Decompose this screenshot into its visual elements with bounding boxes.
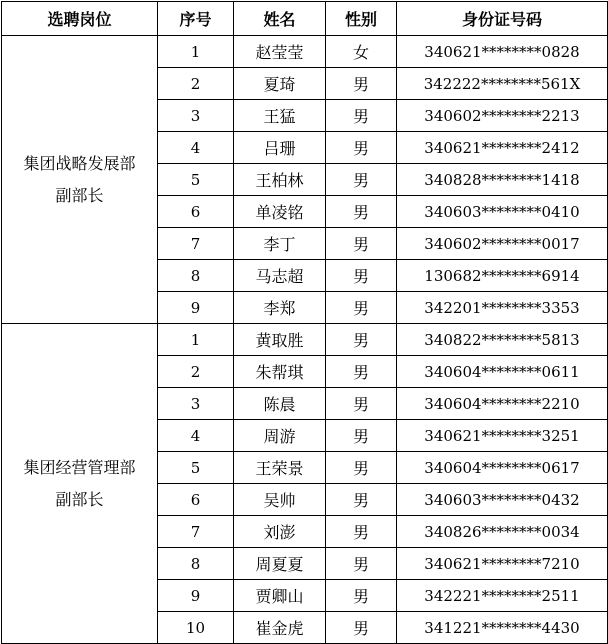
table-row — [2, 36, 608, 68]
name-cell: 赵莹莹 — [234, 36, 326, 68]
id-number-cell: 342201********3353 — [397, 292, 608, 324]
gender-cell: 男 — [326, 388, 397, 420]
row-number-cell: 9 — [158, 292, 234, 324]
gender-cell: 男 — [326, 356, 397, 388]
id-number-cell: 340604********0617 — [397, 452, 608, 484]
name-cell: 李丁 — [234, 228, 326, 260]
id-number-cell: 340828********1418 — [397, 164, 608, 196]
id-number-cell: 340621********3251 — [397, 420, 608, 452]
name-cell: 吕珊 — [234, 132, 326, 164]
name-cell: 朱帮琪 — [234, 356, 326, 388]
name-cell: 周夏夏 — [234, 548, 326, 580]
row-number-cell: 3 — [158, 388, 234, 420]
row-number-cell: 9 — [158, 580, 234, 612]
name-cell: 吴帅 — [234, 484, 326, 516]
id-number-cell: 340602********2213 — [397, 100, 608, 132]
gender-cell: 男 — [326, 196, 397, 228]
id-number-cell: 340621********0828 — [397, 36, 608, 68]
name-cell: 贾卿山 — [234, 580, 326, 612]
row-number-cell: 4 — [158, 420, 234, 452]
name-cell: 单凌铭 — [234, 196, 326, 228]
id-number-cell: 340621********7210 — [397, 548, 608, 580]
name-cell: 王荣景 — [234, 452, 326, 484]
row-number-cell: 8 — [158, 260, 234, 292]
row-number-cell: 3 — [158, 100, 234, 132]
id-number-cell: 130682********6914 — [397, 260, 608, 292]
gender-cell: 男 — [326, 484, 397, 516]
id-number-cell: 340604********0611 — [397, 356, 608, 388]
gender-cell: 男 — [326, 516, 397, 548]
header-id-number: 身份证号码 — [397, 2, 608, 36]
row-number-cell: 6 — [158, 484, 234, 516]
name-cell: 周游 — [234, 420, 326, 452]
gender-cell: 男 — [326, 228, 397, 260]
id-number-cell: 340621********2412 — [397, 132, 608, 164]
gender-cell: 男 — [326, 292, 397, 324]
header-number: 序号 — [158, 2, 234, 36]
name-cell: 王柏林 — [234, 164, 326, 196]
header-gender: 性别 — [326, 2, 397, 36]
row-number-cell: 5 — [158, 452, 234, 484]
name-cell: 夏琦 — [234, 68, 326, 100]
id-number-cell: 340822********5813 — [397, 324, 608, 356]
gender-cell: 男 — [326, 100, 397, 132]
row-number-cell: 2 — [158, 68, 234, 100]
row-number-cell: 6 — [158, 196, 234, 228]
candidate-table — [1, 1, 608, 644]
row-number-cell: 1 — [158, 36, 234, 68]
gender-cell: 男 — [326, 324, 397, 356]
id-number-cell: 342222********561X — [397, 68, 608, 100]
position-cell: 集团战略发展部 副部长 — [2, 36, 158, 324]
gender-cell: 男 — [326, 68, 397, 100]
row-number-cell: 7 — [158, 516, 234, 548]
row-number-cell: 5 — [158, 164, 234, 196]
id-number-cell: 340603********0432 — [397, 484, 608, 516]
gender-cell: 男 — [326, 548, 397, 580]
id-number-cell: 342221********2511 — [397, 580, 608, 612]
gender-cell: 男 — [326, 452, 397, 484]
row-number-cell: 1 — [158, 324, 234, 356]
row-number-cell: 8 — [158, 548, 234, 580]
name-cell: 王猛 — [234, 100, 326, 132]
row-number-cell: 10 — [158, 612, 234, 644]
name-cell: 陈晨 — [234, 388, 326, 420]
id-number-cell: 340604********2210 — [397, 388, 608, 420]
gender-cell: 女 — [326, 36, 397, 68]
name-cell: 马志超 — [234, 260, 326, 292]
header-position: 选聘岗位 — [2, 2, 158, 36]
gender-cell: 男 — [326, 612, 397, 644]
name-cell: 刘澎 — [234, 516, 326, 548]
name-cell: 崔金虎 — [234, 612, 326, 644]
row-number-cell: 4 — [158, 132, 234, 164]
header-row — [2, 2, 608, 36]
row-number-cell: 7 — [158, 228, 234, 260]
gender-cell: 男 — [326, 132, 397, 164]
header-name: 姓名 — [234, 2, 326, 36]
name-cell: 李郑 — [234, 292, 326, 324]
gender-cell: 男 — [326, 260, 397, 292]
id-number-cell: 340603********0410 — [397, 196, 608, 228]
id-number-cell: 341221********4430 — [397, 612, 608, 644]
gender-cell: 男 — [326, 420, 397, 452]
id-number-cell: 340826********0034 — [397, 516, 608, 548]
name-cell: 黄取胜 — [234, 324, 326, 356]
position-cell: 集团经营管理部 副部长 — [2, 324, 158, 644]
id-number-cell: 340602********0017 — [397, 228, 608, 260]
gender-cell: 男 — [326, 164, 397, 196]
row-number-cell: 2 — [158, 356, 234, 388]
table-body — [2, 36, 608, 644]
gender-cell: 男 — [326, 580, 397, 612]
table-row — [2, 324, 608, 356]
